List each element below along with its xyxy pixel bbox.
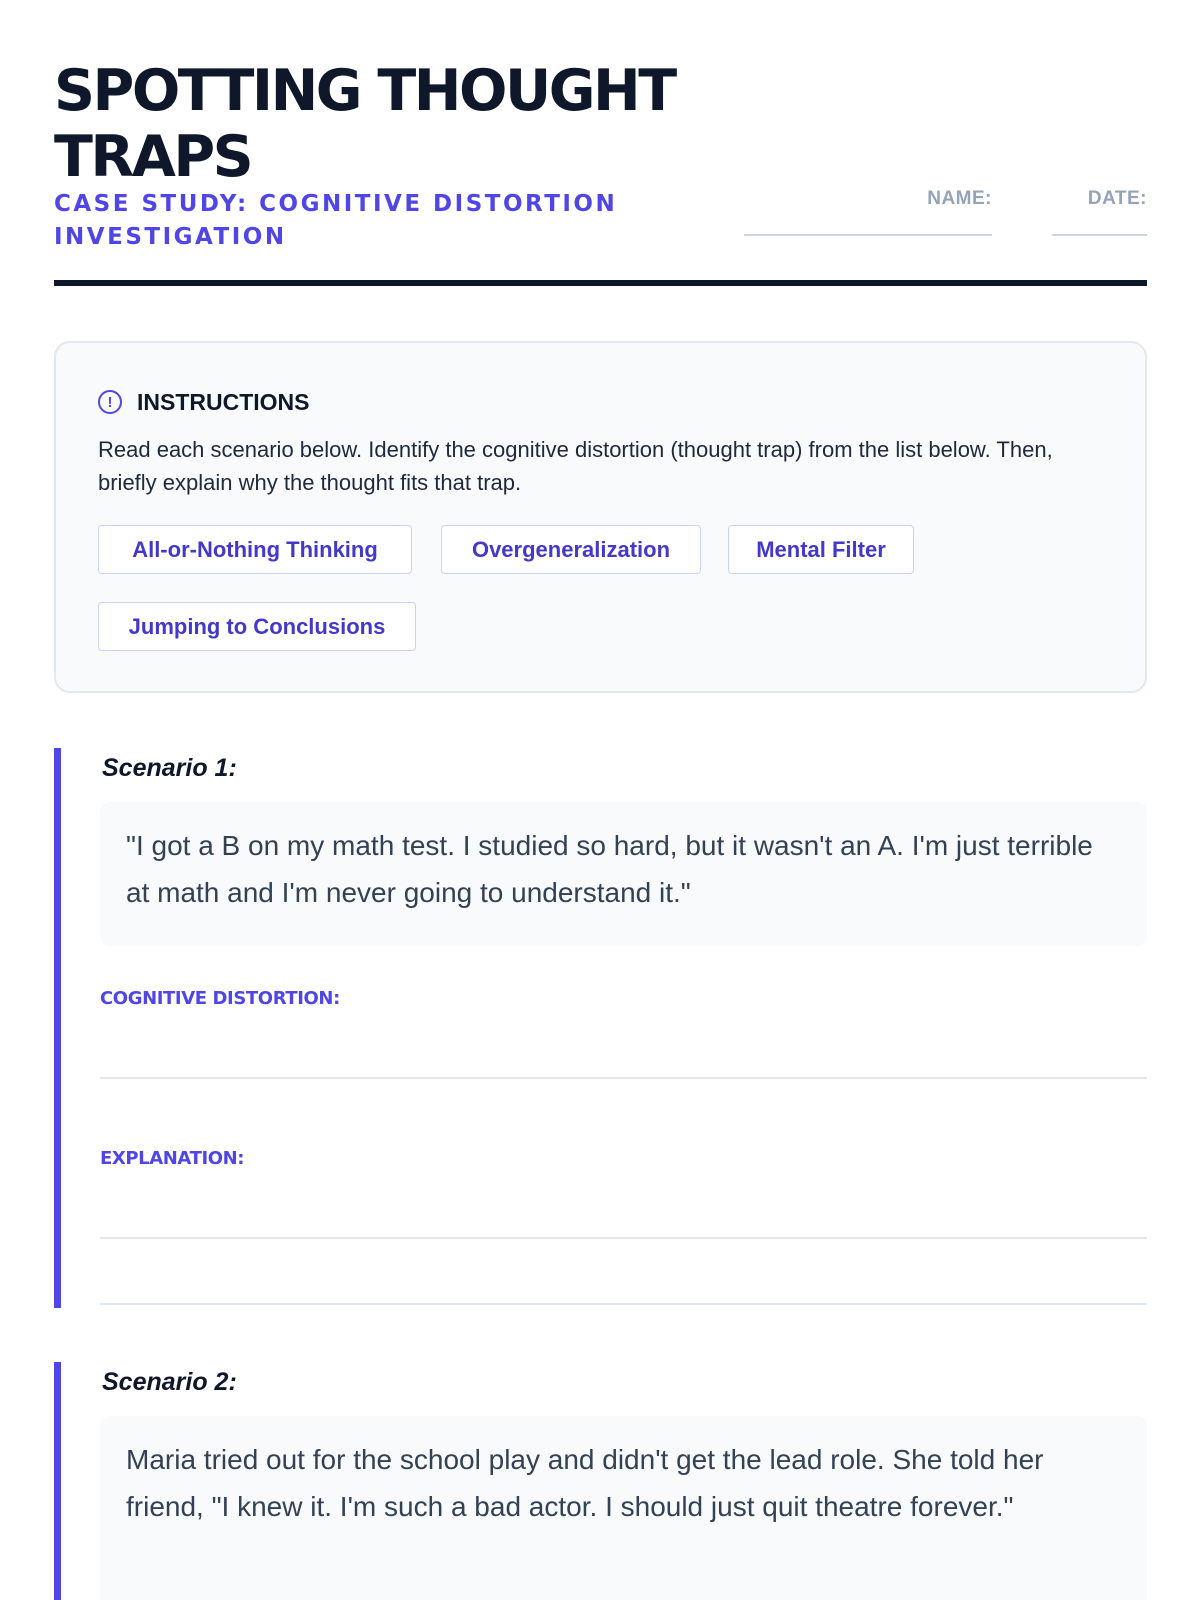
instructions-title: INSTRUCTIONS (137, 388, 310, 415)
scenario-card (54, 748, 1147, 1308)
distortion-answer-line[interactable] (100, 1077, 1147, 1079)
page-subtitle: CASE STUDY: COGNITIVE DISTORTION INVESTIGATION (54, 191, 618, 250)
scenario-card (54, 1362, 1147, 1600)
instructions-box (54, 341, 1147, 693)
page-title: SPOTTING THOUGHT TRAPS (54, 58, 675, 190)
name-write-line[interactable] (744, 234, 992, 236)
date-label: DATE: (1087, 188, 1147, 209)
trap-chip-all-or-nothing[interactable]: All-or-Nothing Thinking (98, 525, 412, 574)
scenario-text: "I got a B on my math test. I studied so hard, but it wasn't an A. I'm just terrible at math and I'm never going to understand it." (100, 802, 1147, 946)
date-write-line[interactable] (1052, 234, 1147, 236)
date-field[interactable] (1052, 188, 1147, 248)
scenario-text: Maria tried out for the school play and didn't get the lead role. She told her friend, "I knew it. I'm such a bad actor. I should just quit theatre forever." (100, 1416, 1147, 1600)
instructions-heading (98, 387, 310, 417)
explanation-answer-line[interactable] (100, 1237, 1147, 1239)
scenario-label: Scenario 2: (102, 1368, 237, 1396)
worksheet-header (54, 58, 1147, 288)
info-icon: ! (98, 390, 122, 414)
explanation-answer-line[interactable] (100, 1303, 1147, 1305)
worksheet-page (54, 0, 1147, 1600)
header-divider (54, 280, 1147, 286)
trap-chip-overgeneralization[interactable]: Overgeneralization (441, 525, 701, 574)
name-field[interactable] (744, 188, 992, 248)
name-label: NAME: (927, 188, 992, 209)
distortion-label: COGNITIVE DISTORTION: (100, 988, 340, 1009)
scenario-accent-bar (54, 748, 61, 1308)
scenario-label: Scenario 1: (102, 754, 237, 782)
trap-chip-jumping-to-conclusions[interactable]: Jumping to Conclusions (98, 602, 416, 651)
trap-chip-mental-filter[interactable]: Mental Filter (728, 525, 914, 574)
explanation-label: EXPLANATION: (100, 1148, 245, 1169)
scenario-accent-bar (54, 1362, 61, 1600)
instructions-text: Read each scenario below. Identify the cognitive distortion (thought trap) from the list below. Then, briefly explain why the thought fits that trap. (98, 437, 1053, 495)
